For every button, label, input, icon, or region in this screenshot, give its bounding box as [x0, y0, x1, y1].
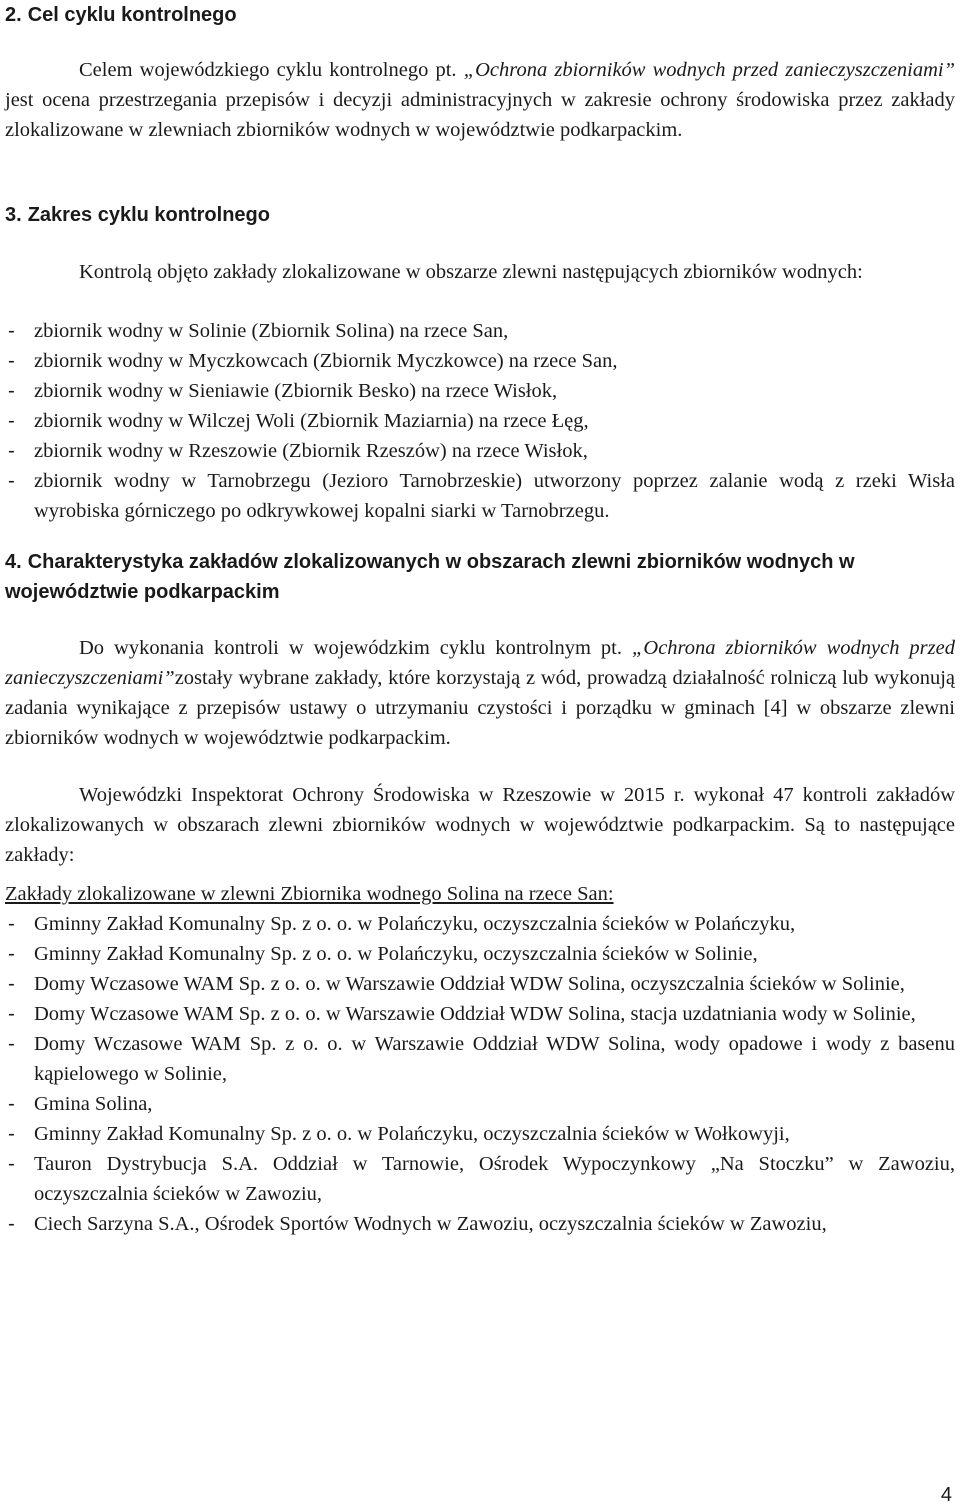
list-item: - Tauron Dystrybucja S.A. Oddział w Tarnowie, Ośrodek Wypoczynkowy „Na Stoczku” w Zawoziu, oczyszczalnia ścieków w Zawoziu, — [5, 1149, 955, 1209]
section-4-italic-title: „Ochrona zbiorników wodnych przed zanieczyszczeniami” — [5, 637, 955, 689]
facilities-subheading: Zakłady zlokalizowane w zlewni Zbiornika wodnego Solina na rzece San: — [5, 883, 614, 905]
list-dash: - — [8, 972, 15, 995]
section-2-number: 2. — [5, 4, 22, 26]
section-2-title: Cel cyklu kontrolnego — [27, 4, 237, 26]
reservoir-list — [5, 316, 955, 526]
list-dash: - — [8, 942, 15, 965]
list-dash: - — [8, 349, 15, 372]
list-dash: - — [8, 912, 15, 935]
section-3-title: Zakres cyklu kontrolnego — [27, 204, 270, 226]
list-dash: - — [8, 409, 15, 432]
list-item: - zbiornik wodny w Myczkowcach (Zbiornik Myczkowce) na rzece San, — [5, 346, 955, 376]
list-dash: - — [8, 1152, 15, 1175]
section-2-text-before: Celem wojewódzkiego cyklu kontrolnego pt. — [79, 59, 464, 81]
list-item: - Domy Wczasowe WAM Sp. z o. o. w Warszawie Oddział WDW Solina, stacja uzdatniania wody w Solinie, — [5, 999, 955, 1029]
list-item: - zbiornik wodny w Solinie (Zbiornik Solina) na rzece San, — [5, 316, 955, 346]
list-dash: - — [8, 469, 15, 492]
list-dash: - — [8, 319, 15, 342]
list-item: - Gminny Zakład Komunalny Sp. z o. o. w Polańczyku, oczyszczalnia ścieków w Wołkowyji, — [5, 1119, 955, 1149]
list-dash: - — [8, 1212, 15, 1235]
list-dash: - — [8, 1002, 15, 1025]
section-3-intro — [5, 257, 955, 287]
list-item: - Gmina Solina, — [5, 1089, 955, 1119]
section-2-text-after: jest ocena przestrzegania przepisów i decyzji administracyjnych w zakresie ochrony środowiska przez zakłady zlokalizowane w zlewniach zbiorników wodnych w województwie podkarpackim. — [5, 89, 955, 141]
list-item: - zbiornik wodny w Wilczej Woli (Zbiornik Maziarnia) na rzece Łęg, — [5, 406, 955, 436]
page-number: 4 — [940, 1484, 952, 1506]
facilities-list — [5, 909, 955, 1239]
section-4-number: 4. — [5, 551, 22, 573]
list-dash: - — [8, 439, 15, 462]
list-item: - Ciech Sarzyna S.A., Ośrodek Sportów Wodnych w Zawoziu, oczyszczalnia ścieków w Zawoziu, — [5, 1209, 955, 1239]
section-2-heading — [5, 0, 237, 30]
list-item: - zbiornik wodny w Tarnobrzegu (Jezioro Tarnobrzeskie) utworzony poprzez zalanie wodą z rzeki Wisła wyrobiska górniczego po odkrywkowej kopalni siarki w Tarnobrzegu. — [5, 466, 955, 526]
list-dash: - — [8, 1122, 15, 1145]
list-item: - zbiornik wodny w Rzeszowie (Zbiornik Rzeszów) na rzece Wisłok, — [5, 436, 955, 466]
list-item: - Gminny Zakład Komunalny Sp. z o. o. w Polańczyku, oczyszczalnia ścieków w Polańczyku, — [5, 909, 955, 939]
section-3-heading — [5, 200, 270, 230]
list-item: - zbiornik wodny w Sieniawie (Zbiornik Besko) na rzece Wisłok, — [5, 376, 955, 406]
list-item: - Domy Wczasowe WAM Sp. z o. o. w Warszawie Oddział WDW Solina, wody opadowe i wody z basenu kąpielowego w Solinie, — [5, 1029, 955, 1089]
section-4-paragraph-2: Wojewódzki Inspektorat Ochrony Środowiska w Rzeszowie w 2015 r. wykonał 47 kontroli zakładów zlokalizowanych w obszarach zlewni zbiorników wodnych w województwie podkarpackim. Są to następujące zakłady: — [5, 784, 955, 866]
section-4-paragraph-1: Do wykonania kontroli w wojewódzkim cyklu kontrolnym pt. „Ochrona zbiorników wodnych przed zanieczyszczeniami”zostały wybrane zakłady, które korzystają z wód, prowadzą działalność rolniczą lub wykonują zadania wynikające z przepisów ustawy o utrzymaniu czystości i porządku w gminach [4] w obszarze zlewni zbiorników wodnych w województwie podkarpackim. — [5, 637, 955, 749]
list-item: - Gminny Zakład Komunalny Sp. z o. o. w Polańczyku, oczyszczalnia ścieków w Solinie, — [5, 939, 955, 969]
list-dash: - — [8, 379, 15, 402]
list-item: - Domy Wczasowe WAM Sp. z o. o. w Warszawie Oddział WDW Solina, oczyszczalnia ścieków w Solinie, — [5, 969, 955, 999]
section-4-heading — [5, 547, 957, 607]
section-3-number: 3. — [5, 204, 22, 226]
list-dash: - — [8, 1092, 15, 1115]
section-4-title: Charakterystyka zakładów zlokalizowanych w obszarach zlewni zbiorników wodnych w województwie podkarpackim — [5, 551, 855, 603]
section-2-paragraph — [5, 55, 955, 145]
section-3-intro-text: Kontrolą objęto zakłady zlokalizowane w obszarze zlewni następujących zbiorników wodnych: — [79, 261, 863, 283]
list-dash: - — [8, 1032, 15, 1055]
section-2-italic-title: „Ochrona zbiorników wodnych przed zanieczyszczeniami” — [463, 59, 955, 81]
